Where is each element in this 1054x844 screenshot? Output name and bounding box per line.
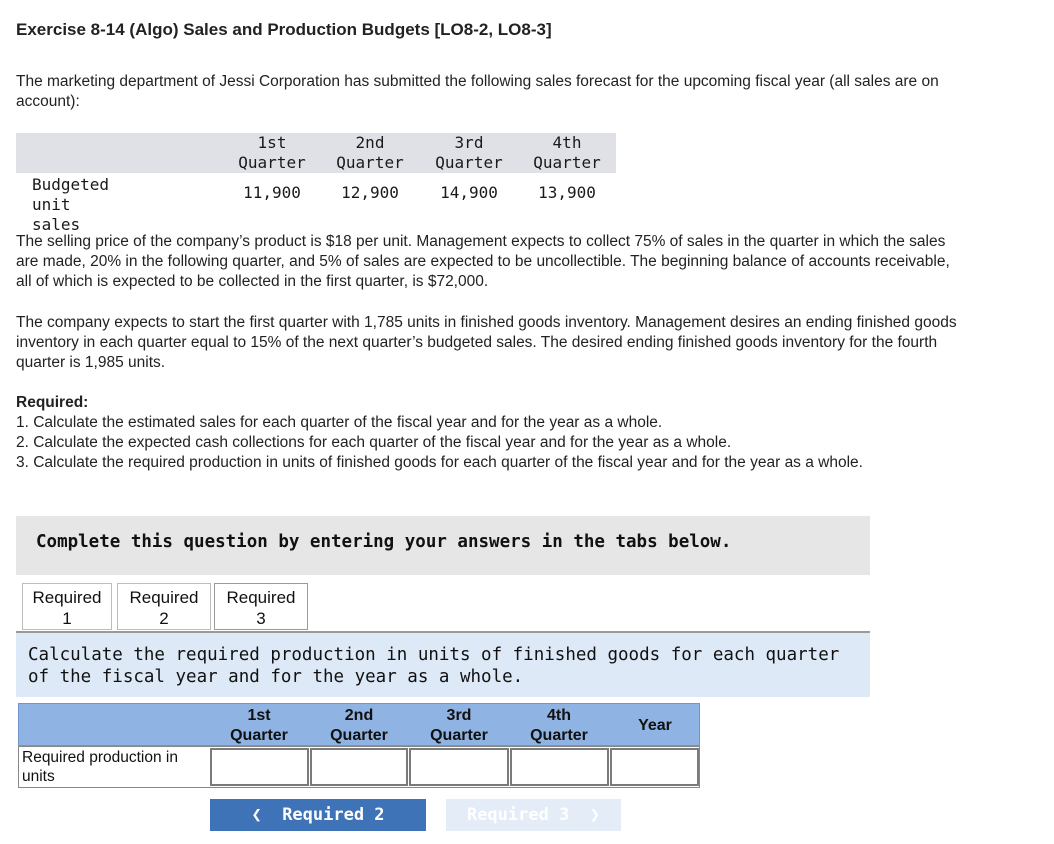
answer-header-year: Year — [638, 717, 672, 734]
production-input-q3[interactable] — [409, 748, 509, 786]
next-required-button[interactable]: Required 3 ❯ — [446, 799, 621, 831]
forecast-value-q4: 13,900 — [538, 183, 596, 202]
forecast-header-row — [16, 133, 616, 173]
required-heading: Required: — [16, 394, 89, 411]
answer-row-label: Required production in units — [22, 749, 178, 785]
forecast-header-q3: 3rd Quarter — [435, 133, 503, 172]
chevron-left-icon: ❮ — [251, 805, 262, 825]
tab-required-2[interactable]: Required 2 — [117, 583, 211, 630]
banner-text: Complete this question by entering your answers in the tabs below. — [36, 532, 732, 552]
forecast-header-q2: 2nd Quarter — [336, 133, 404, 172]
inventory-paragraph: The company expects to start the first quarter with 1,785 units in finished goods inventory. Management desires an ending finished goods inventory in each quarter equal to 15% of the next quarter’s budgeted sales. The desired ending finished goods inventory for the fourth quarter is 1,985 units. — [16, 314, 957, 371]
tab-required-1[interactable]: Required 1 — [22, 583, 112, 630]
tab-instruction-text: Calculate the required production in units of finished goods for each quarter of the fiscal year and for the year as a whole. — [28, 645, 840, 687]
price-paragraph: The selling price of the company’s product is $18 per unit. Management expects to collect 75% of sales in the quarter in which the sales are made, 20% in the following quarter, and 5% of sales are expected to be uncollectible. The beginning balance of accounts receivable, all of which is expected to be collected in the first quarter, is $72,000. — [16, 233, 950, 290]
tab-instruction-panel — [16, 633, 870, 697]
forecast-value-q1: 11,900 — [243, 183, 301, 202]
forecast-row-label: Budgeted unit sales — [32, 175, 110, 234]
answer-header-q1: 1st Quarter — [230, 707, 288, 744]
answer-header-q2: 2nd Quarter — [330, 707, 388, 744]
forecast-value-q2: 12,900 — [341, 183, 399, 202]
instruction-banner — [16, 516, 870, 575]
production-input-q2[interactable] — [310, 748, 408, 786]
required-item-2: 2. Calculate the expected cash collections for each quarter of the fiscal year and for the year as a whole. — [16, 434, 732, 451]
tab-required-3[interactable]: Required 3 — [214, 583, 308, 630]
forecast-value-q3: 14,900 — [440, 183, 498, 202]
answer-header-q3: 3rd Quarter — [430, 707, 488, 744]
prev-required-button[interactable]: ❮ Required 2 — [210, 799, 426, 831]
forecast-header-q4: 4th Quarter — [533, 133, 601, 172]
production-input-year[interactable] — [610, 748, 699, 786]
production-input-q1[interactable] — [210, 748, 309, 786]
page-title: Exercise 8-14 (Algo) Sales and Production Budgets [LO8-2, LO8-3] — [16, 20, 552, 39]
required-item-1: 1. Calculate the estimated sales for each quarter of the fiscal year and for the year as a whole. — [16, 414, 663, 431]
answer-header-q4: 4th Quarter — [530, 707, 588, 744]
forecast-header-q1: 1st Quarter — [238, 133, 306, 172]
production-input-q4[interactable] — [510, 748, 609, 786]
chevron-right-icon: ❯ — [589, 805, 601, 825]
intro-text: The marketing department of Jessi Corporation has submitted the following sales forecast for the upcoming fiscal year (all sales are on account): — [16, 73, 939, 110]
required-item-3: 3. Calculate the required production in units of finished goods for each quarter of the fiscal year and for the year as a whole. — [16, 454, 863, 471]
required-section — [16, 393, 961, 473]
